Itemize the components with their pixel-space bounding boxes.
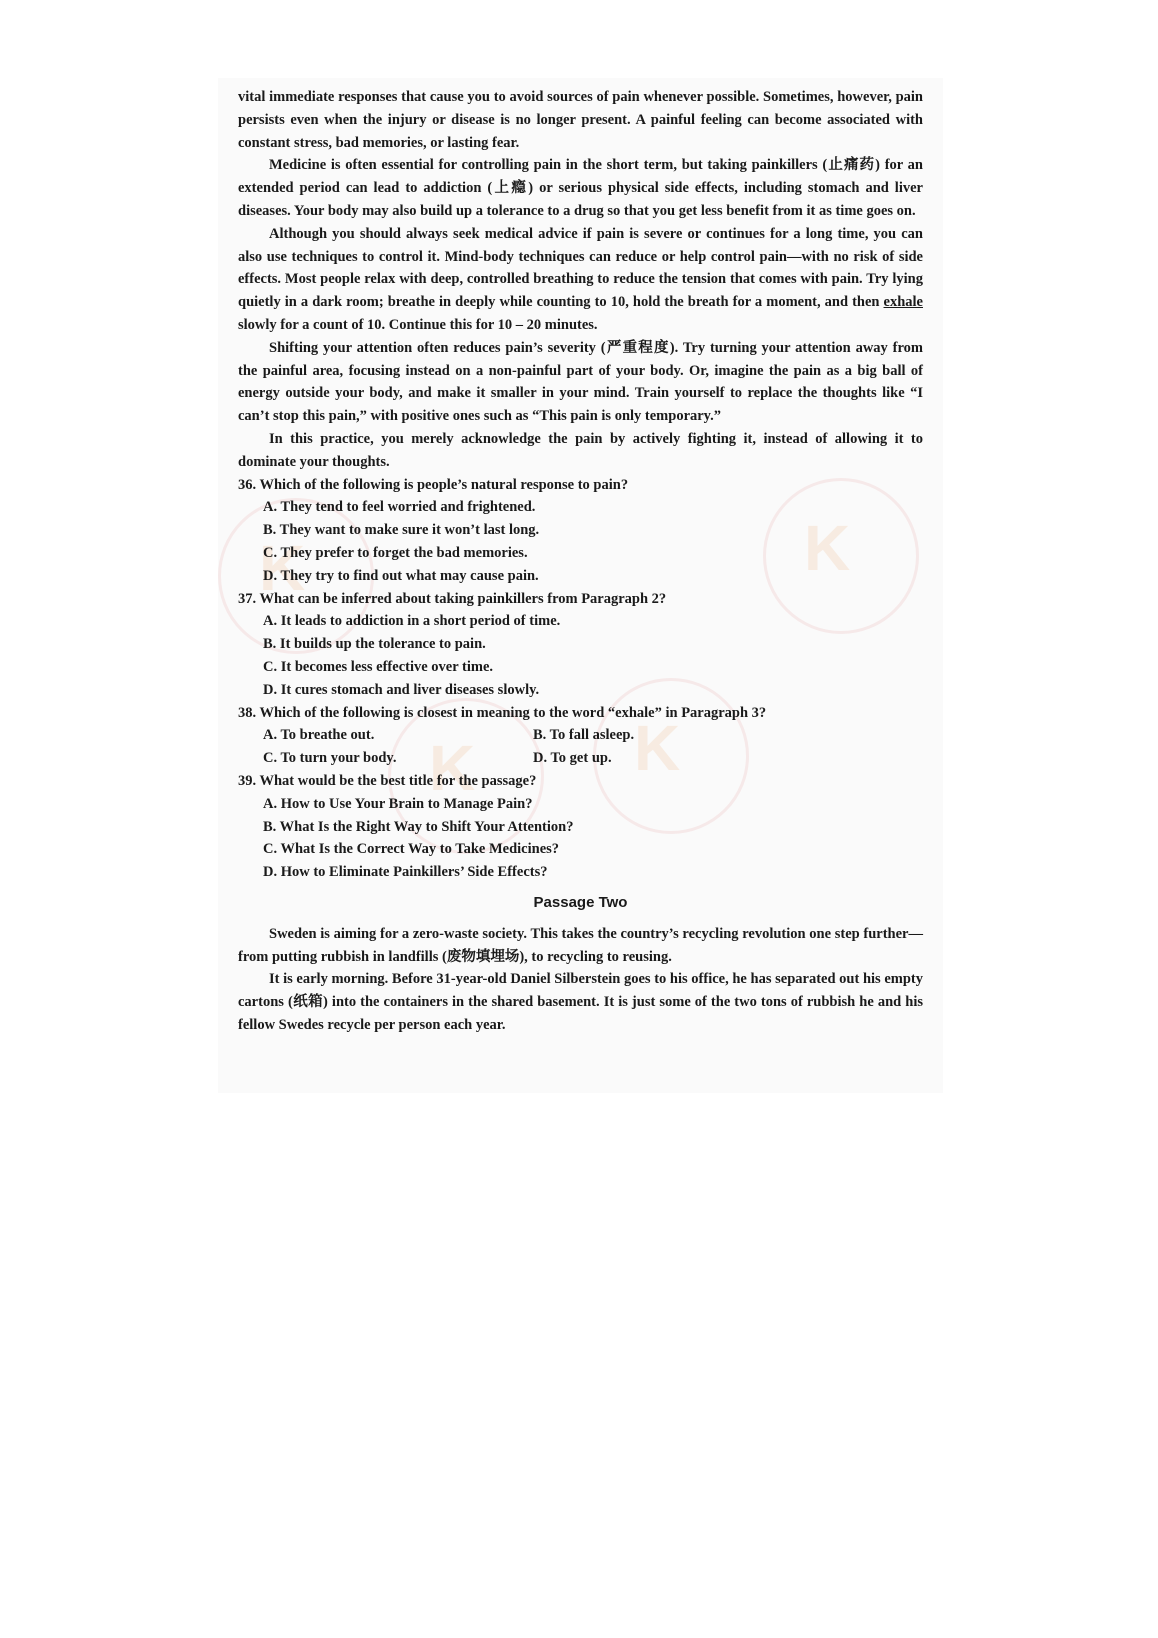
- option-d: D. How to Eliminate Painkillers’ Side Effects?: [263, 864, 548, 881]
- watermark-seal: K: [593, 678, 749, 834]
- option-b: B. It builds up the tolerance to pain.: [263, 636, 486, 653]
- watermark-seal: K: [763, 478, 919, 634]
- option-c: C. It becomes less effective over time.: [263, 658, 494, 675]
- option-c: C. To turn your body.: [263, 750, 397, 767]
- underlined-word-exhale: exhale: [883, 294, 923, 311]
- option-c: C. They prefer to forget the bad memories.: [263, 544, 528, 561]
- passage-one-paragraph-1: vital immediate responses that cause you to avoid sources of pain whenever possible. Sometimes, however, pain persists even when the injury or disease is no longer present. A painful feeling can become associated with constant stress, bad memories, or lasting fear.: [238, 89, 923, 151]
- option-a: A. They tend to feel worried and frightened.: [263, 499, 536, 516]
- document-content: [238, 86, 923, 1037]
- option-b: B. They want to make sure it won’t last long.: [263, 522, 540, 539]
- question-stem: 38. Which of the following is closest in meaning to the word “exhale” in Paragraph 3?: [238, 704, 767, 721]
- passage-two-paragraph-1: Sweden is aiming for a zero-waste society. This takes the country’s recycling revolution one step further—from putting rubbish in landfills (废物填埋场), to recycling to reusing.: [238, 925, 923, 965]
- passage-one-paragraph-2: Medicine is often essential for controlling pain in the short term, but taking painkillers (止痛药) for an extended period can lead to addiction (上瘾) or serious physical side effects, including stomach and liver diseases. Your body may also build up a tolerance to a drug so that you get less benefit from it as time goes on.: [238, 157, 923, 219]
- option-c: C. What Is the Correct Way to Take Medicines?: [263, 841, 560, 858]
- question-37: [238, 588, 923, 702]
- question-stem: 36. Which of the following is people’s natural response to pain?: [238, 476, 629, 493]
- option-a: A. To breathe out.: [263, 727, 375, 744]
- question-stem: 39. What would be the best title for the passage?: [238, 772, 537, 789]
- option-d: D. To get up.: [533, 750, 612, 767]
- passage-one-paragraph-5: In this practice, you merely acknowledge the pain by actively fighting it, instead of allowing it to dominate your thoughts.: [238, 430, 923, 470]
- question-38: [238, 702, 923, 770]
- option-a: A. How to Use Your Brain to Manage Pain?: [263, 795, 533, 812]
- question-36: [238, 474, 923, 588]
- watermark-seal: K: [218, 498, 374, 654]
- passage-one-paragraph-3: Although you should always seek medical advice if pain is severe or continues for a long time, you can also use techniques to control it. Mind-body techniques can reduce or help control pain—with no risk of side effects. Most people relax with deep, controlled breathing to reduce the tension that comes with pain. Try lying quietly in a dark room; breathe in deeply while counting to 10, hold the breath for a moment, and then exhale slowly for a count of 10. Continue this for 10 – 20 minutes.: [238, 225, 923, 333]
- passage-one-paragraph-4: Shifting your attention often reduces pain’s severity (严重程度). Try turning your attention away from the painful area, focusing instead on a non-painful part of your body. Or, imagine the pain as a big ball of energy outside your body, and make it smaller in your mind. Train yourself to replace the thoughts like “I can’t stop this pain,” with positive ones such as “This pain is only temporary.”: [238, 339, 923, 425]
- passage-two-paragraph-2: It is early morning. Before 31-year-old Daniel Silberstein goes to his office, he has separated out his empty cartons (纸箱) into the containers in the shared basement. It is just some of the two tons of rubbish he and his fellow Swedes recycle per person each year.: [238, 971, 923, 1034]
- option-d: D. It cures stomach and liver diseases slowly.: [263, 681, 540, 698]
- option-a: A. It leads to addiction in a short period of time.: [263, 613, 561, 630]
- question-stem: 37. What can be inferred about taking painkillers from Paragraph 2?: [238, 590, 667, 607]
- passage-two-title: Passage Two: [533, 893, 628, 911]
- question-39: [238, 770, 923, 884]
- watermark-seal: K: [388, 698, 544, 854]
- option-b: B. What Is the Right Way to Shift Your Attention?: [263, 818, 574, 835]
- option-d: D. They try to find out what may cause pain.: [263, 567, 539, 584]
- option-b: B. To fall asleep.: [533, 727, 635, 744]
